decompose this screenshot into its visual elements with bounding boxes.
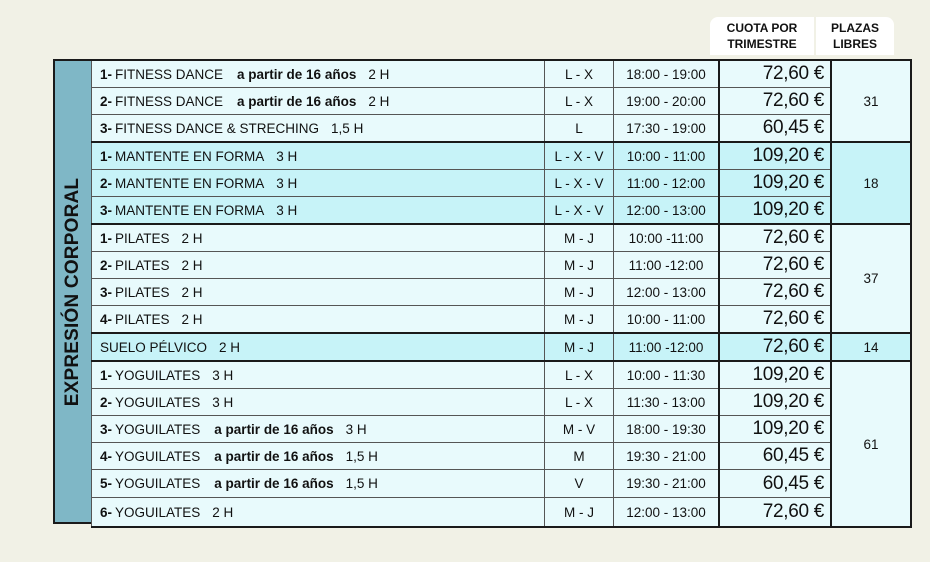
table-row: [92, 389, 912, 416]
activity-cell: [92, 60, 545, 88]
days-cell: L - X - V: [545, 197, 614, 225]
activity-name: FITNESS DANCE & STRECHING: [115, 120, 320, 136]
price-cell: 72,60 €: [719, 306, 831, 334]
time-cell: 17:30 - 19:00: [614, 115, 720, 143]
price-cell: 72,60 €: [719, 279, 831, 306]
table-row: [92, 197, 912, 225]
activity-name: YOGUILATES: [115, 504, 201, 520]
plazas-cell: 61: [831, 361, 911, 527]
activity-name: PILATES: [115, 230, 170, 246]
time-cell: 12:00 - 13:00: [614, 279, 720, 306]
price-cell: 72,60 €: [719, 252, 831, 279]
activity-name: MANTENTE EN FORMA: [115, 148, 265, 164]
time-cell: 19:00 - 20:00: [614, 88, 720, 115]
time-cell: 19:30 - 21:00: [614, 443, 720, 470]
price-cell: 72,60 €: [719, 498, 831, 528]
activity-name: PILATES: [115, 257, 170, 273]
activity-number: 4-: [100, 448, 113, 464]
table-row: [92, 224, 912, 252]
price-cell: 60,45 €: [719, 470, 831, 498]
days-cell: M - J: [545, 279, 614, 306]
activity-number: 1-: [100, 230, 113, 246]
schedule-table: [91, 59, 912, 528]
table-row: [92, 361, 912, 389]
activity-number: 2-: [100, 257, 113, 273]
activity-number: 2-: [100, 175, 113, 191]
days-cell: M: [545, 443, 614, 470]
cuota-header: CUOTA POR TRIMESTRE: [710, 17, 814, 55]
table-row: [92, 88, 912, 115]
activity-cell: [92, 142, 545, 170]
days-cell: L - X: [545, 88, 614, 115]
activity-hours: 2 H: [368, 66, 390, 82]
price-cell: 109,20 €: [719, 142, 831, 170]
activity-cell: [92, 170, 545, 197]
time-cell: 10:00 - 11:30: [614, 361, 720, 389]
activity-cell: [92, 279, 545, 306]
activity-hours: 1,5 H: [345, 448, 378, 464]
time-cell: 19:30 - 21:00: [614, 470, 720, 498]
activity-hours: 3 H: [276, 175, 298, 191]
price-cell: 72,60 €: [719, 333, 831, 361]
table-row: [92, 416, 912, 443]
price-cell: 72,60 €: [719, 88, 831, 115]
activity-cell: [92, 416, 545, 443]
price-cell: 109,20 €: [719, 170, 831, 197]
time-cell: 11:30 - 13:00: [614, 389, 720, 416]
days-cell: L: [545, 115, 614, 143]
activity-name: PILATES: [115, 284, 170, 300]
activity-hours: 3 H: [276, 202, 298, 218]
days-cell: M - J: [545, 333, 614, 361]
plazas-cell: 31: [831, 60, 911, 142]
activity-name: YOGUILATES: [115, 476, 201, 491]
activity-cell: [92, 443, 545, 470]
activity-cell: [92, 361, 545, 389]
activity-cell: [92, 197, 545, 225]
activity-age: a partir de 16 años: [237, 93, 357, 109]
activity-cell: [92, 224, 545, 252]
activity-hours: 2 H: [181, 311, 203, 327]
activity-number: 3-: [100, 421, 113, 437]
plazas-cell: 37: [831, 224, 911, 333]
activity-name: PILATES: [115, 311, 170, 327]
days-cell: L - X: [545, 389, 614, 416]
activity-hours: 2 H: [212, 504, 234, 520]
activity-name: YOGUILATES: [115, 421, 201, 437]
days-cell: L - X: [545, 60, 614, 88]
price-cell: 109,20 €: [719, 197, 831, 225]
activity-hours: 3 H: [345, 421, 367, 437]
days-cell: M - J: [545, 498, 614, 528]
price-cell: 60,45 €: [719, 115, 831, 143]
activity-cell: [92, 470, 545, 498]
time-cell: 11:00 -12:00: [614, 333, 720, 361]
days-cell: L - X - V: [545, 170, 614, 197]
activity-cell: [92, 88, 545, 115]
plazas-cell: 14: [831, 333, 911, 361]
table-row: [92, 306, 912, 334]
plazas-header: PLAZAS LIBRES: [816, 17, 894, 55]
activity-name: MANTENTE EN FORMA: [115, 202, 265, 218]
activity-hours: 2 H: [219, 339, 241, 355]
time-cell: 11:00 - 12:00: [614, 170, 720, 197]
time-cell: 11:00 -12:00: [614, 252, 720, 279]
activity-number: 5-: [100, 476, 113, 491]
days-cell: L - X: [545, 361, 614, 389]
table-row: [92, 142, 912, 170]
activity-name: YOGUILATES: [115, 394, 201, 410]
activity-number: 6-: [100, 504, 113, 520]
plazas-cell: 18: [831, 142, 911, 224]
days-cell: L - X - V: [545, 142, 614, 170]
table-row: [92, 443, 912, 470]
activity-hours: 2 H: [181, 230, 203, 246]
activity-age: a partir de 16 años: [237, 66, 357, 82]
activity-hours: 1,5 H: [345, 476, 378, 491]
activity-name: YOGUILATES: [115, 448, 201, 464]
activity-number: 3-: [100, 120, 113, 136]
activity-number: 2-: [100, 394, 113, 410]
price-cell: 72,60 €: [719, 224, 831, 252]
time-cell: 12:00 - 13:00: [614, 197, 720, 225]
activity-number: 1-: [100, 367, 113, 383]
table-row: [92, 470, 912, 498]
time-cell: 10:00 - 11:00: [614, 142, 720, 170]
activity-name: MANTENTE EN FORMA: [115, 175, 265, 191]
activity-name: FITNESS DANCE: [115, 93, 224, 109]
activity-age: a partir de 16 años: [214, 476, 334, 491]
activity-hours: 3 H: [212, 394, 234, 410]
time-cell: 18:00 - 19:30: [614, 416, 720, 443]
activity-number: 1-: [100, 148, 113, 164]
price-cell: 109,20 €: [719, 361, 831, 389]
price-cell: 109,20 €: [719, 389, 831, 416]
activity-cell: [92, 498, 545, 528]
activity-cell: [92, 333, 545, 361]
activity-hours: 1,5 H: [331, 120, 364, 136]
activity-number: 3-: [100, 284, 113, 300]
time-cell: 12:00 - 13:00: [614, 498, 720, 528]
days-cell: M - J: [545, 252, 614, 279]
days-cell: M - V: [545, 416, 614, 443]
activity-cell: [92, 389, 545, 416]
price-cell: 60,45 €: [719, 443, 831, 470]
price-cell: 109,20 €: [719, 416, 831, 443]
activity-name: FITNESS DANCE: [115, 66, 224, 82]
activity-hours: 2 H: [181, 284, 203, 300]
days-cell: M - J: [545, 224, 614, 252]
price-cell: 72,60 €: [719, 60, 831, 88]
activity-number: 1-: [100, 66, 113, 82]
section-label: [53, 59, 91, 524]
activity-age: a partir de 16 años: [214, 448, 334, 464]
time-cell: 10:00 -11:00: [614, 224, 720, 252]
activity-cell: [92, 115, 545, 143]
days-cell: V: [545, 470, 614, 498]
activity-hours: 2 H: [368, 93, 390, 109]
table-row: [92, 498, 912, 528]
table-row: [92, 252, 912, 279]
activity-hours: 3 H: [276, 148, 298, 164]
time-cell: 18:00 - 19:00: [614, 60, 720, 88]
section-label-text: EXPRESIÓN CORPORAL: [62, 177, 83, 406]
activity-number: 4-: [100, 311, 113, 327]
table-row: [92, 115, 912, 143]
activity-age: a partir de 16 años: [214, 421, 334, 437]
activity-number: 3-: [100, 202, 113, 218]
activity-hours: 3 H: [212, 367, 234, 383]
activity-name: YOGUILATES: [115, 367, 201, 383]
table-row: [92, 333, 912, 361]
activity-number: 2-: [100, 93, 113, 109]
table-row: [92, 60, 912, 88]
table-row: [92, 279, 912, 306]
table-row: [92, 170, 912, 197]
days-cell: M - J: [545, 306, 614, 334]
activity-hours: 2 H: [181, 257, 203, 273]
activity-name: SUELO PÉLVICO: [100, 339, 208, 355]
activity-cell: [92, 306, 545, 334]
schedule-body: [92, 60, 912, 527]
activity-cell: [92, 252, 545, 279]
time-cell: 10:00 - 11:00: [614, 306, 720, 334]
